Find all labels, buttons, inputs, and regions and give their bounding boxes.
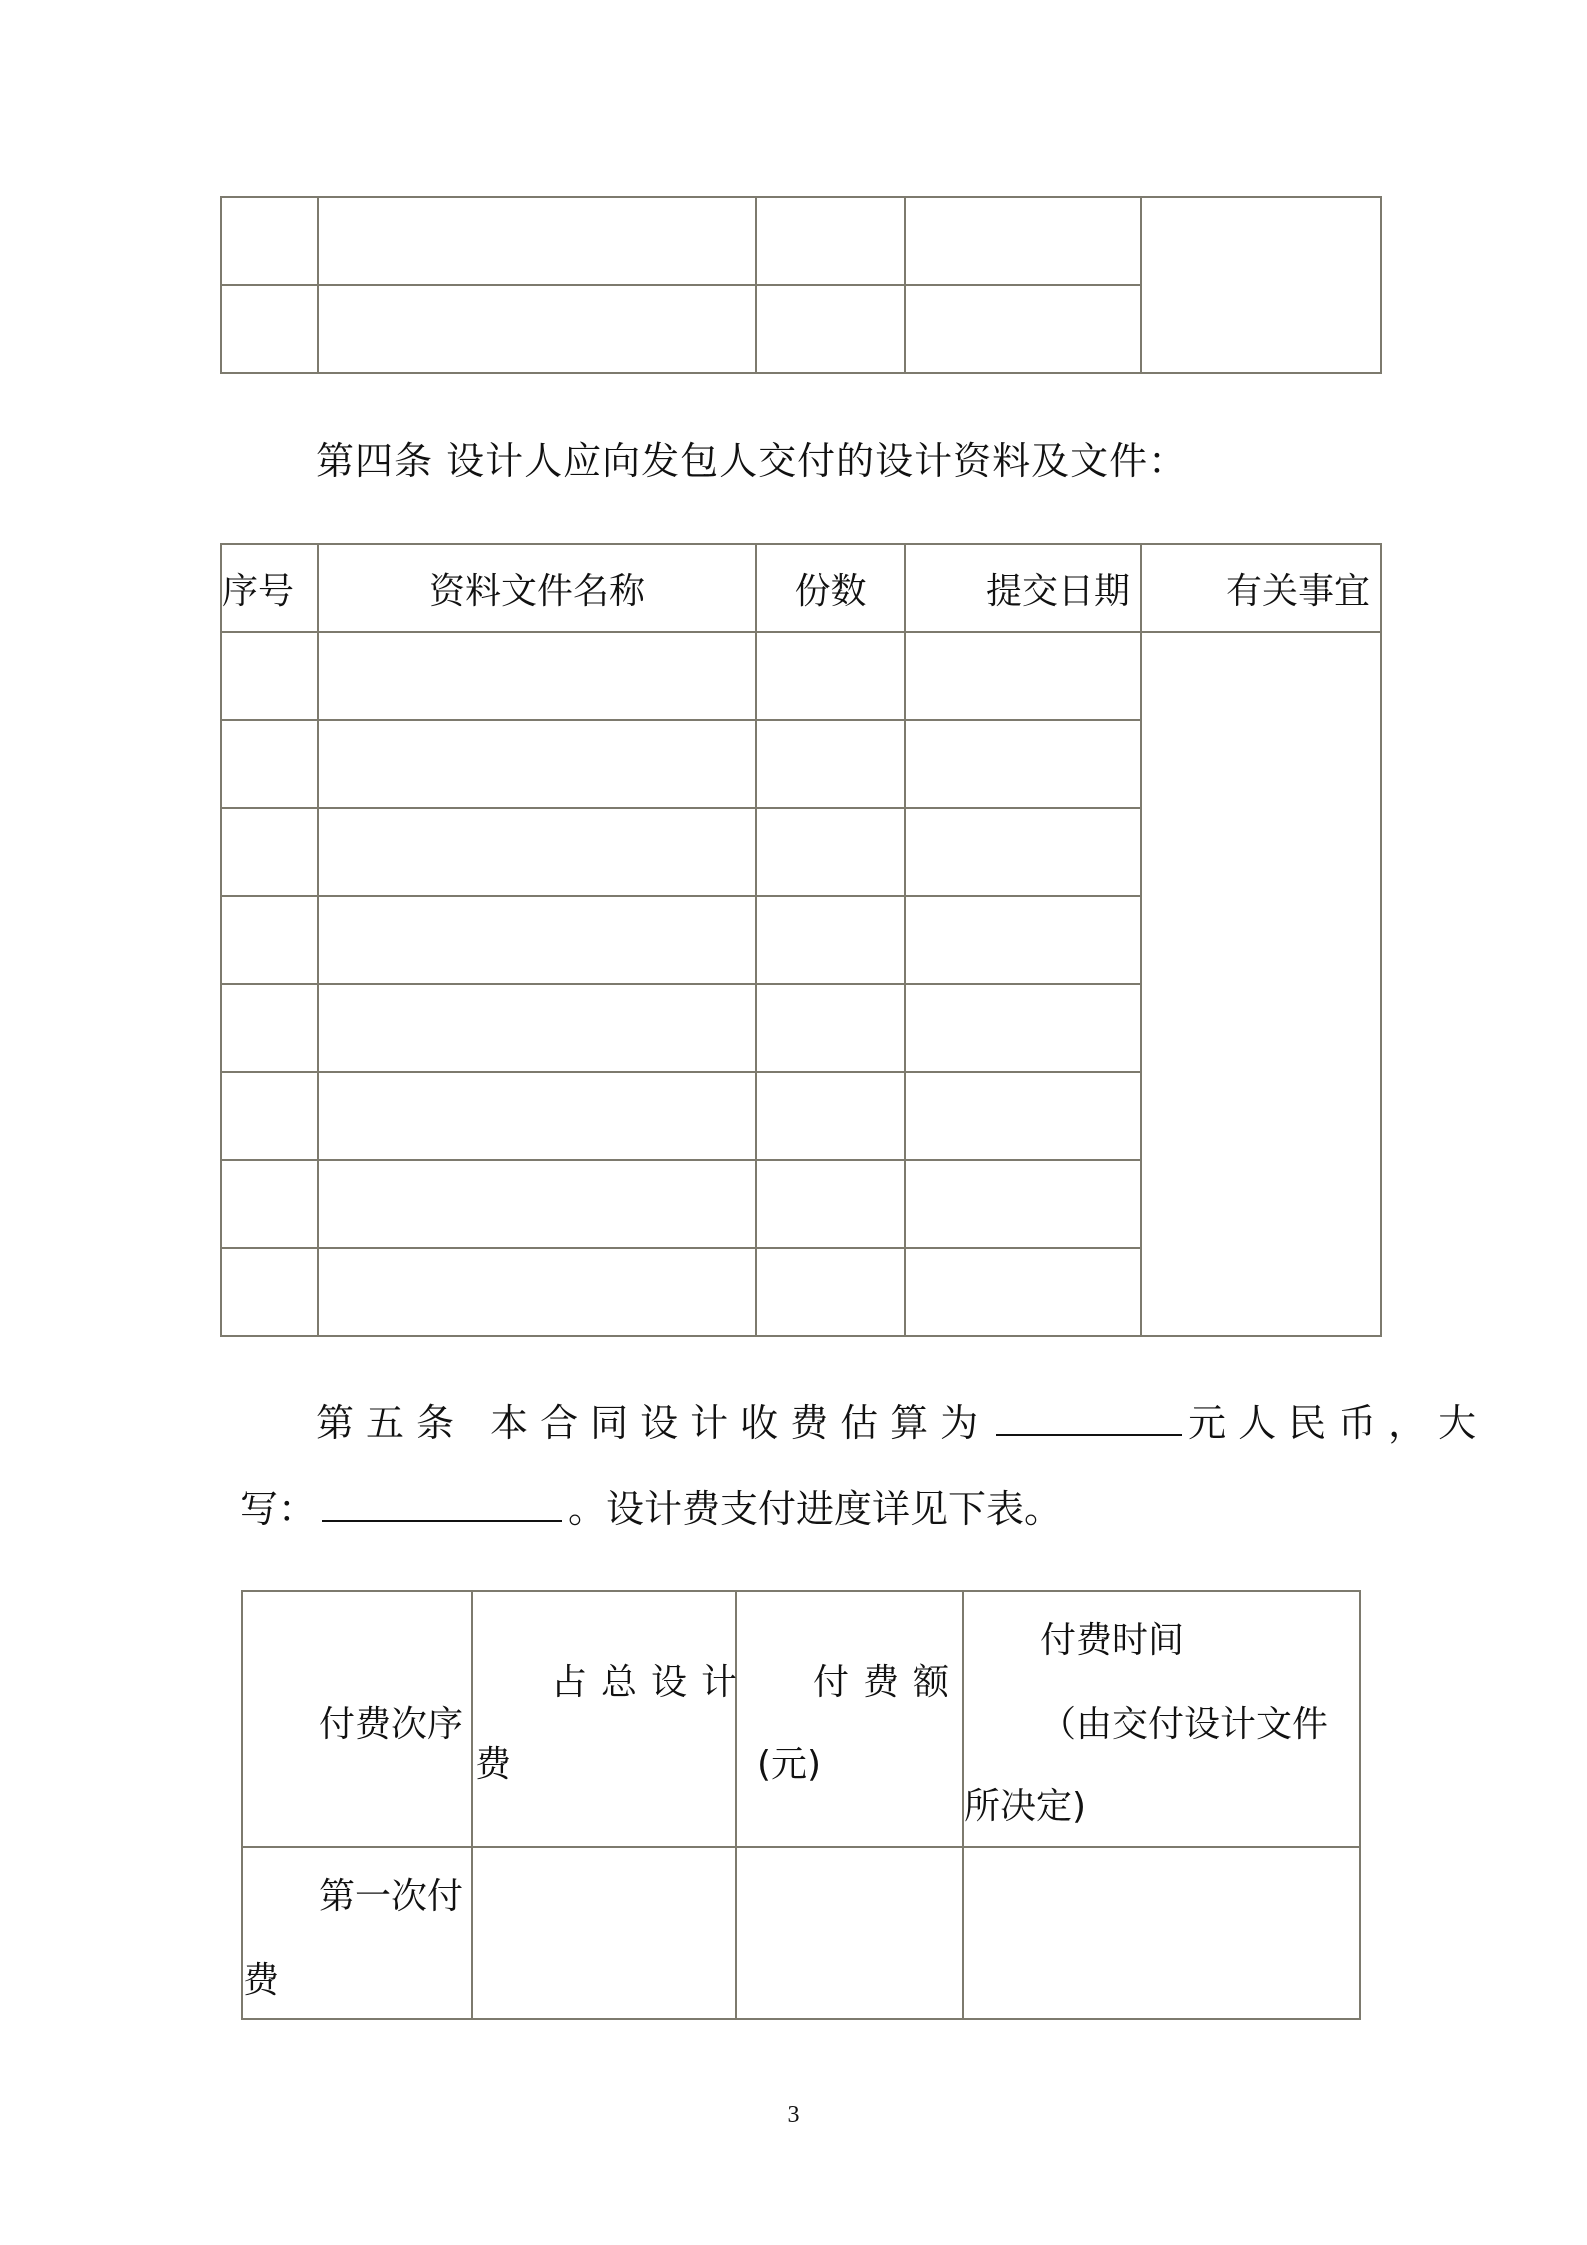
table-cell [756,720,905,808]
header-remarks: 有关事宜 [1141,544,1381,632]
header-percent-line-2: 费 [475,1744,512,1785]
table-cell [756,632,905,720]
header-payment-order [242,1591,472,1847]
header-doc-name: 资料文件名称 [318,544,756,632]
article-5-line-1 [316,1392,1488,1447]
header-percent-line-1: 占总设计 [551,1662,752,1703]
remarks-merged-cell [1141,632,1381,1336]
table-row [242,1847,1360,2019]
table-cell [963,1847,1360,2019]
table-cell [905,1160,1141,1248]
first-payment-line-2: 费 [243,1960,280,2001]
header-copies: 份数 [756,544,905,632]
table-cell [1141,197,1381,373]
table-cell [318,896,756,984]
table-cell [905,197,1141,285]
table-cell [756,808,905,896]
first-payment-line-1: 第一次付 [319,1876,464,1917]
payment-schedule-table [241,1590,1361,2020]
table-cell [756,1160,905,1248]
article-5-text-a: 第五条 本合同设计收费估算为 [316,1401,991,1445]
header-payment-order-label: 付费次序 [319,1704,464,1745]
header-amount-line-1: 付费额 [813,1662,964,1703]
table-row [221,197,1381,285]
table-cell [318,984,756,1072]
table-cell [318,808,756,896]
table-cell [905,984,1141,1072]
table-cell [318,720,756,808]
table-cell [221,896,318,984]
table-cell [221,984,318,1072]
table-cell [318,1072,756,1160]
table-cell [221,808,318,896]
table-cell [756,285,905,373]
table-cell [905,285,1141,373]
table-cell [756,1072,905,1160]
continuation-table [220,196,1382,374]
table-cell [736,1847,963,2019]
table-cell [221,632,318,720]
header-percent [472,1591,752,1847]
table-cell [472,1847,736,2019]
table-cell [221,720,318,808]
article-5-text-c: 写： [240,1487,317,1531]
article-5-text-d: 。设计费支付进度详见下表。 [568,1487,1063,1531]
header-payment-time-line-1: 付费时间 [1040,1620,1185,1661]
table-header-row [221,544,1381,632]
header-payment-time-line-2: （由交付设计文件 [1040,1704,1329,1745]
header-seq: 序号 [221,544,318,632]
deliverables-table [220,543,1382,1337]
table-cell [221,1160,318,1248]
table-cell [905,1072,1141,1160]
table-cell [756,896,905,984]
table-cell [318,1160,756,1248]
article-5-text-b: 元人民币，大 [1188,1401,1489,1445]
article-5-line-2 [240,1478,1062,1533]
header-amount-line-2: (元) [757,1744,822,1785]
fee-amount-blank [996,1426,1182,1436]
table-row [221,632,1381,720]
table-cell [756,1248,905,1336]
table-cell [318,197,756,285]
first-payment-cell [242,1847,472,2019]
header-payment-time [963,1591,1360,1847]
page-number: 3 [787,2102,800,2128]
table-cell [756,984,905,1072]
header-payment-time-line-3: 所决定) [964,1786,1087,1827]
table-cell [905,1248,1141,1336]
table-cell [318,1248,756,1336]
table-cell [221,1072,318,1160]
header-amount [736,1591,963,1847]
table-cell [756,197,905,285]
article-4-heading: 第四条 设计人应向发包人交付的设计资料及文件： [316,439,1188,483]
table-cell [221,285,318,373]
table-cell [318,285,756,373]
header-submit-date: 提交日期 [905,544,1141,632]
table-cell [221,197,318,285]
fee-capital-blank [322,1512,562,1522]
table-cell [905,632,1141,720]
table-cell [905,896,1141,984]
table-cell [318,632,756,720]
table-cell [221,1248,318,1336]
table-cell [905,720,1141,808]
table-cell [905,808,1141,896]
table-header-row [242,1591,1360,1847]
